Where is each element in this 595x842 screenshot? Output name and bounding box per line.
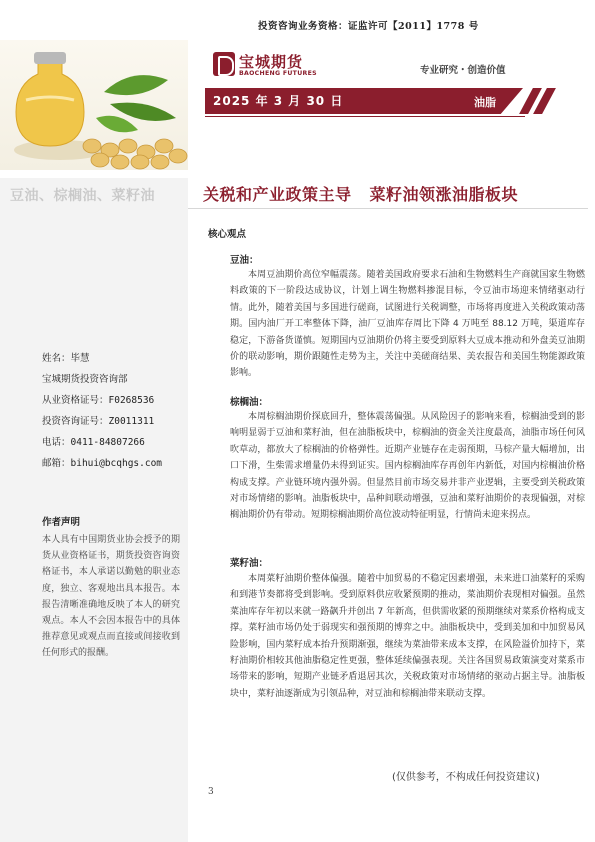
logo-name-cn: 宝城期货 bbox=[239, 53, 304, 71]
analyst-org: 宝城期货投资咨询部 bbox=[42, 374, 128, 385]
analyst-license: 从业资格证号：F0268536 bbox=[42, 395, 155, 406]
rapeseed-oil-heading: 菜籽油： bbox=[230, 558, 269, 569]
company-logo bbox=[213, 50, 323, 80]
disclaimer-heading: 作者声明 bbox=[42, 517, 81, 528]
logo-mark-icon bbox=[213, 52, 235, 76]
report-title bbox=[203, 182, 518, 205]
left-sidebar bbox=[0, 178, 188, 842]
rapeseed-oil-paragraph: 本周菜籽油期价整体偏强。随着中加贸易的不稳定因素增强，未来进口油菜籽的采购和到港节奏都将受到影响。受到原料供应收紧预期的推动，菜油期价表现相对偏强。虽然菜油库存年初以来就一路飙升并创出 7 年新高，但供需收紧的预期继续对菜系价格构成支撑。菜籽油市场仍处于弱现实和强预期的博弈之中。油脂板块中，受到美加和中加贸易风险影响，国内菜籽成本抬升预期渐强，继续为菜油带来成本支撑，在风险溢价加持下，菜籽油期价相较其他油脂稳定性更强，整体延续偏强表现。关注各国贸易政策演变对菜系市场带来的影响，短期产业链矛盾退居其次，关税政策对市场情绪的驱动占据主导。油脂板块中，菜籽油逐渐成为引领品种，对豆油和棕榈油带来联动支撑。 bbox=[230, 574, 585, 699]
palm-oil-heading: 棕榈油： bbox=[230, 397, 269, 408]
title-part-1: 关税和产业政策主导 bbox=[203, 185, 352, 204]
analyst-consult-license: 投资咨询证号：Z0011311 bbox=[42, 416, 155, 427]
title-part-2: 菜籽油领涨油脂板块 bbox=[369, 185, 519, 204]
logo-name-en: BAOCHENG FUTURES bbox=[239, 70, 317, 77]
analyst-email: 邮箱：bihui@bcqhgs.com bbox=[42, 458, 163, 469]
analyst-phone: 电话：0411-84807266 bbox=[42, 437, 145, 448]
soy-oil-illustration bbox=[0, 40, 188, 170]
analyst-info bbox=[42, 350, 162, 476]
banner-underline bbox=[205, 116, 525, 117]
slogan: 专业研究・创造价值 bbox=[420, 65, 506, 76]
analyst-name: 姓名：毕慧 bbox=[42, 353, 90, 364]
section-heading-core-views: 核心观点 bbox=[208, 229, 247, 240]
report-sector: 油脂 bbox=[474, 96, 496, 109]
page-number: 3 bbox=[208, 787, 214, 797]
disclaimer-note: (仅供参考，不构成任何投资建议) bbox=[392, 772, 540, 783]
palm-oil-paragraph: 本周棕榈油期价探底回升，整体震荡偏强。从风险因子的影响来看，棕榈油受到的影响明显弱于豆油和菜籽油，但在油脂板块中，棕榈油的资金关注度最高，油脂市场任何风吹草动，都放大了棕榈油的价格弹性。近期产业链存在走弱预期，马棕产量大幅增加，出口下滑，生柴需求增量仍未得到证实。国内棕榈油库存再创年内新低，对国内棕榈油价格构成支撑。产业链环境内强外弱。但显然目前市场交易并非产业逻辑，主要受到关税政策对市场情绪的影响。油脂板块中，品种间联动增强，豆油和菜籽油期价的表现偏强，对棕榈油期价仍有带动。短期棕榈油期价高位波动特征明显，行情尚未迎来拐点。 bbox=[230, 412, 585, 521]
report-category: 豆油、棕榈油、菜籽油 bbox=[10, 188, 155, 204]
soy-oil-heading: 豆油： bbox=[230, 255, 259, 266]
license-header: 投资咨询业务资格：证监许可【2011】1778 号 bbox=[258, 21, 479, 32]
disclaimer-body: 本人具有中国期货业协会授予的期货从业资格证书，期货投资咨询资格证书，本人承诺以勤勉的职业态度，独立、客观地出具本报告。本报告清晰准确地反映了本人的研究观点。本人不会因本报告中的具体推荐意见或观点而直接或间接收到任何形式的报酬。 bbox=[42, 535, 180, 659]
hero-image-soy-oil bbox=[0, 40, 188, 170]
report-date: 2025 年 3 月 30 日 bbox=[213, 94, 344, 108]
soy-oil-paragraph: 本周豆油期价高位窄幅震荡。随着美国政府要求石油和生物燃料生产商就国家生物燃料政策的下一阶段达成协议，计划上调生物燃料掺混目标，令豆油市场迎来情绪驱动行情。此外，随着美国与多国进行磋商，试图进行关税调整，市场将再度进入关税政策动荡期。国内油厂开工率整体下降，油厂豆油库存周比下降 4 万吨至 88.12 万吨，渠道库存稳定，下游备货谨慎。短期国内豆油期价仍将主要受到原料大豆成本推动和外盘美豆油期价的联动影响，期价跟随性走势为主，关注中美磋商结果、美农报告和美国生物能源政策影响。 bbox=[230, 270, 585, 379]
title-divider bbox=[188, 208, 588, 209]
